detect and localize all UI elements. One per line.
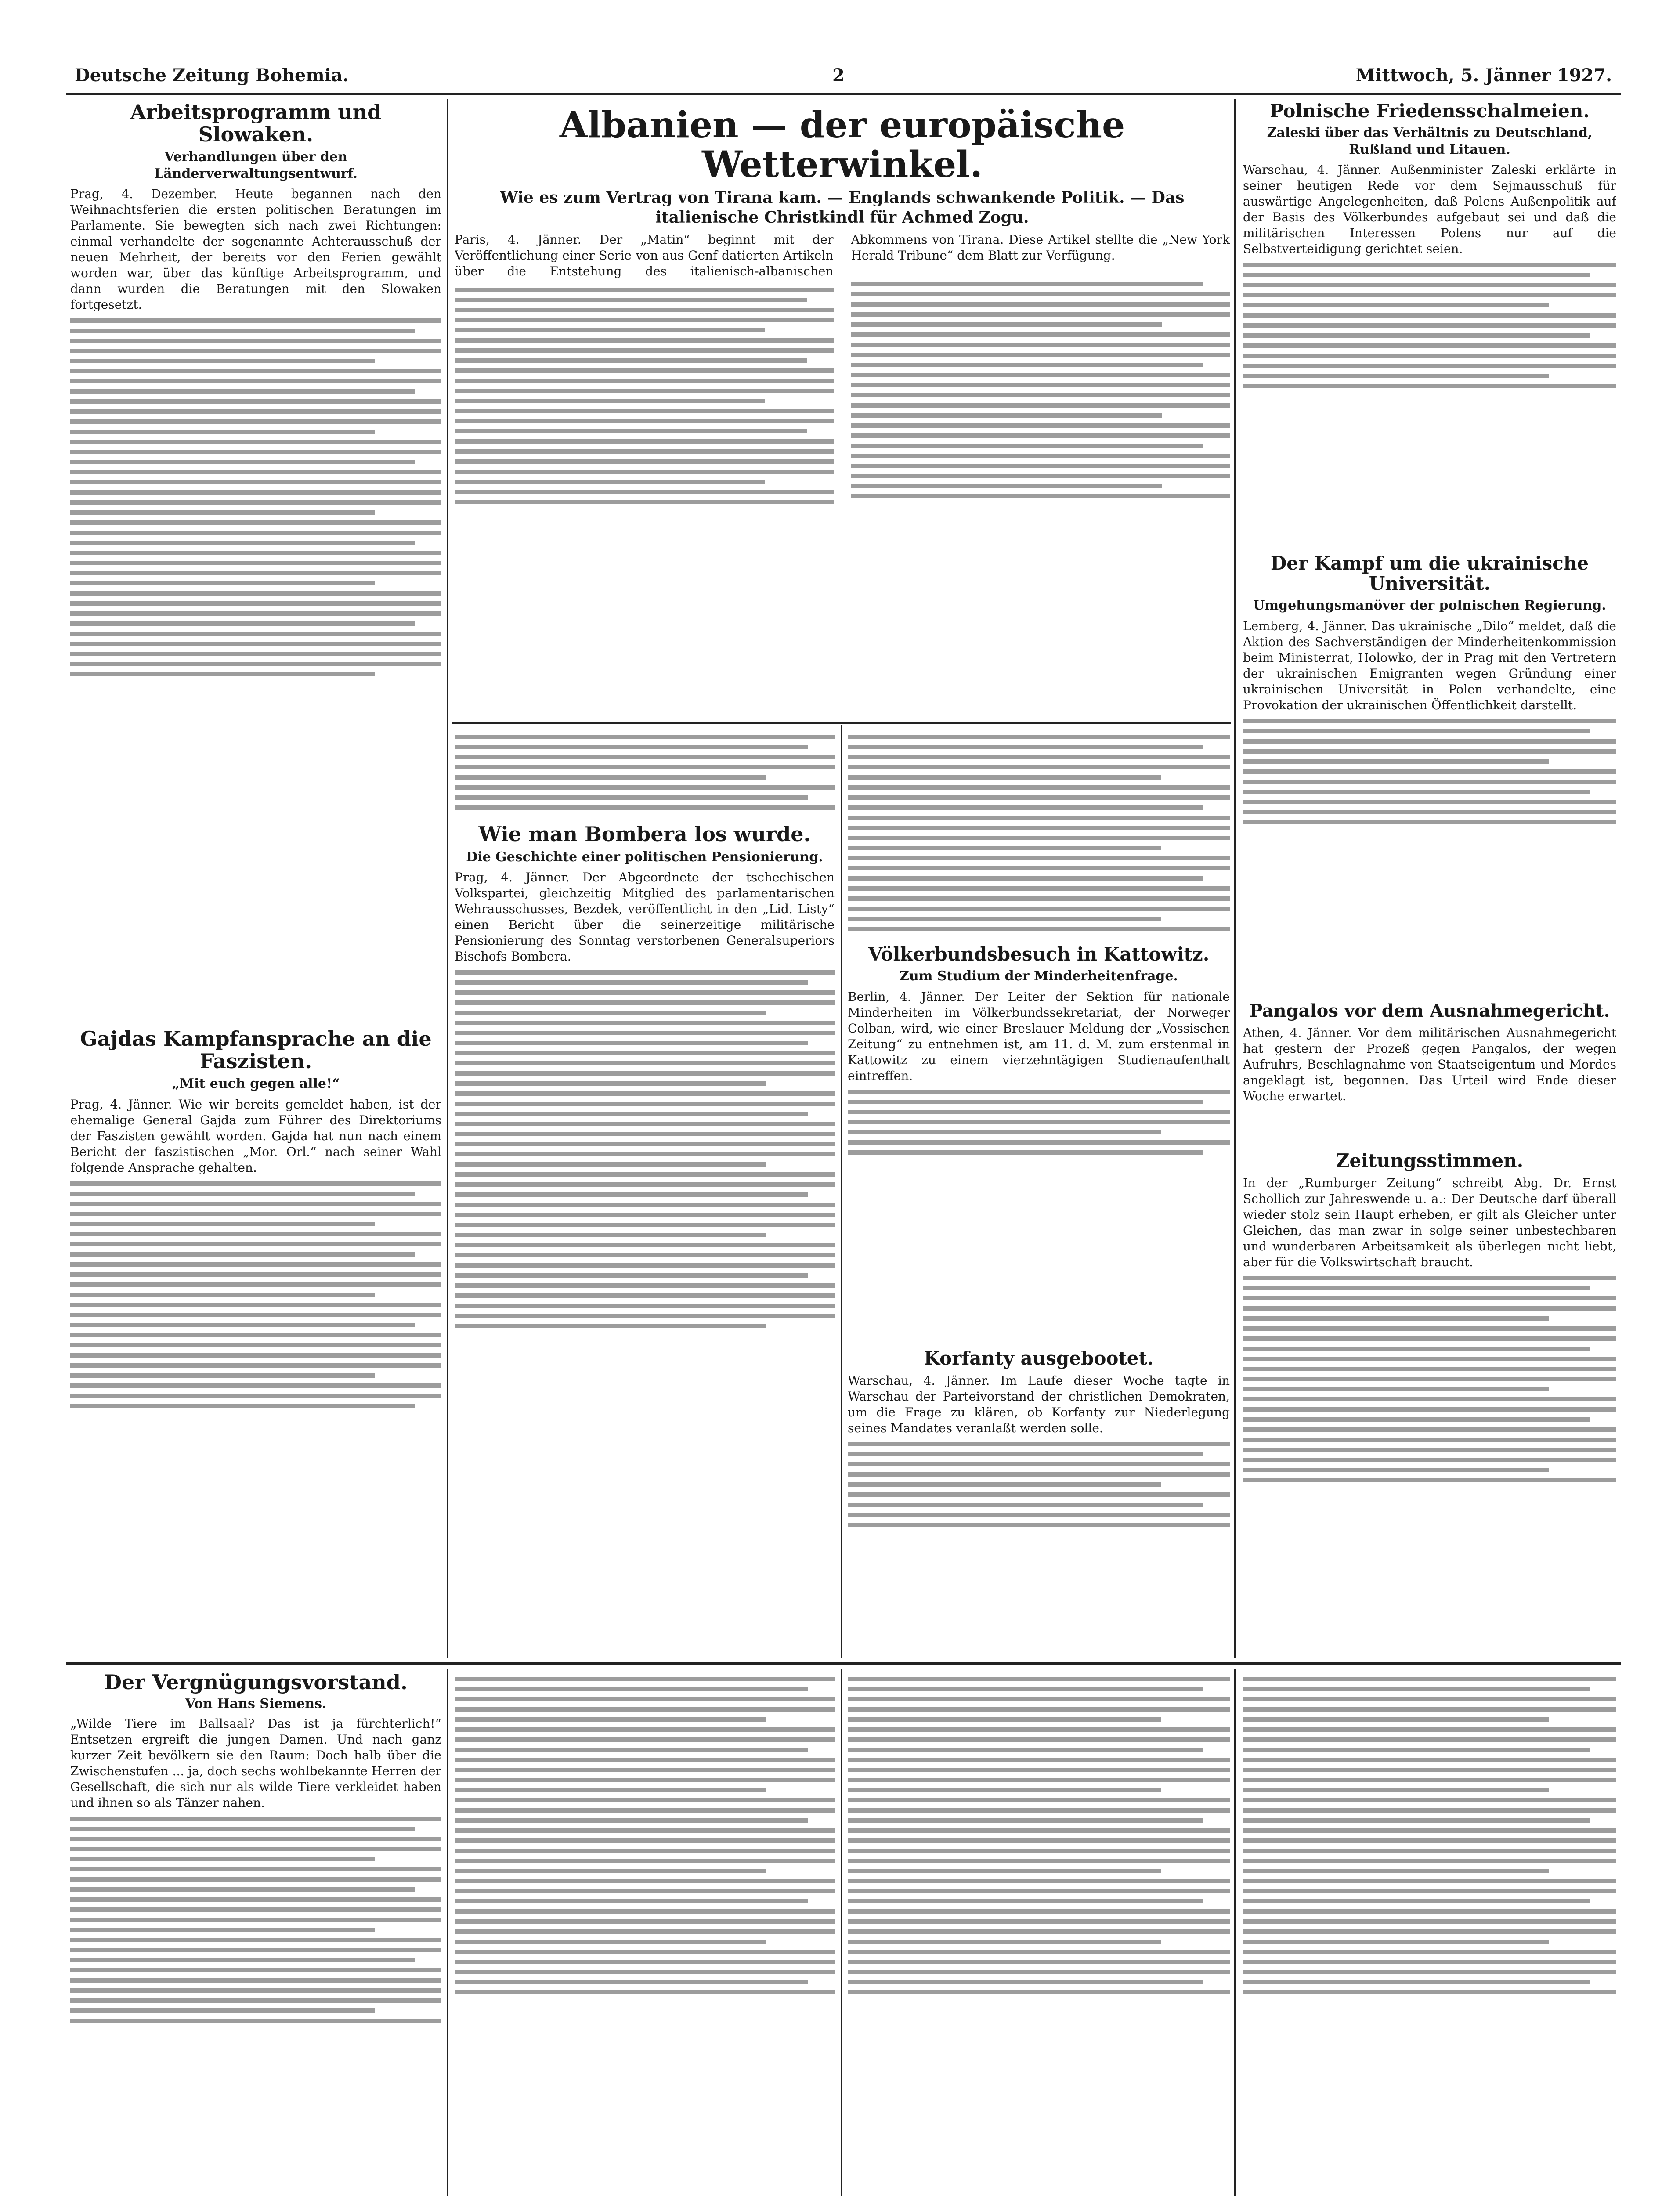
subheadline: Zum Studium der Minderheitenfrage. (900, 968, 1178, 984)
article-body-lines (455, 970, 835, 1328)
feuilleton-column-3 (848, 1671, 1230, 2196)
article-zeitungsstimmen (1243, 1151, 1616, 1656)
subheadline: Zaleski über das Verhältnis zu Deutschland, Rußland und Litauen. (1267, 125, 1593, 157)
column-divider (841, 725, 842, 1658)
article-lead: Warschau, 4. Jänner. Außenminister Zaleski erklärte in seiner heutigen Rede vor dem Sejmausschuß für auswärtige Angelegenheiten, daß Polens Außenpolitik auf der Basis des Völkerbundes aufgebaut sei und daß die militärischen Interessen Polens nur auf die Selbstverteidigung gerichtet seien. (1243, 163, 1616, 256)
article-korfanty (848, 1348, 1230, 1656)
article-lead: Athen, 4. Jänner. Vor dem militärischen Ausnahmegericht hat gestern der Prozeß gegen Pangalos, der wegen Aufruhrs, Beschlagnahme von Staatseigentum und Mordes angeklagt ist, begonnen. Das Urteil wird Ende dieser Woche erwartet. (1243, 1026, 1616, 1103)
article-body-lines (848, 1090, 1230, 1155)
column-divider (1234, 1669, 1236, 2196)
column-divider (841, 1669, 842, 2196)
column-divider (447, 99, 448, 1658)
article-body-lines (70, 1817, 441, 2023)
article-body-lines (70, 318, 441, 676)
headline: Pangalos vor dem Ausnahmegericht. (1249, 1001, 1610, 1021)
page-number: 2 (832, 65, 845, 86)
headline: Völkerbundsbesuch in Kattowitz. (868, 943, 1210, 965)
article-albanien (455, 101, 1230, 718)
subheadline: Wie es zum Vertrag von Tirana kam. — Englands schwankende Politik. — Das italienische Christkindl für Achmed Zogu. (500, 188, 1185, 227)
article-body-lines (455, 1677, 835, 1994)
article-body-lines (1243, 1677, 1616, 1994)
article-body-lines (1243, 1276, 1616, 1482)
article-gajda (70, 1028, 441, 1656)
masthead (66, 57, 1621, 92)
paper-name: Deutsche Zeitung Bohemia. (75, 65, 349, 86)
feuilleton-rule (66, 1662, 1621, 1665)
newspaper-page (66, 57, 1621, 2196)
article-vergnuegungsvorstand (70, 1671, 441, 2196)
article-body-lines (848, 1677, 1230, 1994)
article-polen (1243, 101, 1616, 549)
author-byline: Von Hans Siemens. (185, 1696, 327, 1712)
headline: Polnische Friedensschalmeien. (1269, 101, 1590, 122)
feuilleton-column-2 (455, 1671, 835, 2196)
article-lead: Warschau, 4. Jänner. Im Laufe dieser Woche tagte in Warschau der Parteivorstand der christlichen Demokraten, um die Frage zu klären, ob Korfanty zur Niederlegung seines Mandates veranlaßt werden solle. (848, 1373, 1230, 1436)
article-lead: „Wilde Tiere im Ballsaal? Das ist ja fürchterlich!“ Entsetzen ergreift die jungen Damen. Und nach ganz kurzer Zeit bevölkern sie den Raum: Doch halb über die Zwischenstufen ... ja, doch sechs wohlbekannte Herren der Gesellschaft, die sich nur als wilde Tiere verkleidet haben und ihnen so als Tänzer nahen. (70, 1716, 441, 1810)
article-lead: Prag, 4. Dezember. Heute begannen nach den Weihnachtsferien die ersten politischen Beratungen im Parlamente. Sie bewegten sich nach zwei Richtungen: einmal verhandelte der sogenannte Achterausschuß der neuen Mehrheit, der bereits vor den Ferien gewählt worden war, über das künftige Arbeitsprogramm, und dann wurden die Beratungen mit den Slowaken fortgesetzt. (70, 187, 441, 312)
article-pangalos (1243, 1001, 1616, 1146)
headline: Zeitungsstimmen. (1336, 1151, 1524, 1171)
article-body-lines (1243, 719, 1616, 824)
subheadline: Umgehungsmanöver der polnischen Regierung. (1253, 598, 1606, 614)
article-arbeitsprogramm (70, 101, 441, 1023)
subheadline: Die Geschichte einer politischen Pensionierung. (466, 849, 823, 865)
article-body-lines (455, 735, 835, 810)
article-lead: Prag, 4. Jänner. Der Abgeordnete der tschechischen Volkspartei, gleichzeitig Mitglied des parlamentarischen Wehrausschusses, Bezdek, veröffentlicht in den „Lid. Listy“ einen Bericht über die seinerzeitige militärische Pensionierung des Sonntag verstorbenen Generalsuperiors Bischofs Bombera. (455, 870, 835, 964)
headline: Albanien — der europäische Wetterwinkel. (559, 104, 1125, 186)
article-body-lines (455, 282, 1230, 507)
column-divider (1234, 99, 1236, 1658)
headline: Arbeitsprogramm und Slowaken. (130, 101, 382, 146)
headline: Wie man Bombera los wurde. (478, 822, 811, 846)
headline: Der Kampf um die ukrainische Universität. (1270, 553, 1589, 595)
article-lead: In der „Rumburger Zeitung“ schreibt Abg. Dr. Ernst Schollich zur Jahreswende u. a.: Der Deutsche darf überall wieder stolz sein Haupt erheben, er gilt als Gleicher unter Gleichen, das man zwar in solge seiner unbestechbaren und wunderbaren Arbeitsamkeit als überlegen nicht liebt, aber für die Volkswirtschaft braucht. (1243, 1176, 1616, 1270)
article-body-lines (848, 1442, 1230, 1527)
headline: Korfanty ausgebootet. (924, 1348, 1154, 1369)
article-ukraine (1243, 553, 1616, 997)
article-voelkerbund (848, 729, 1230, 1344)
article-body-lines (70, 1181, 441, 1408)
subheadline: Verhandlungen über den Länderverwaltungsentwurf. (154, 149, 358, 181)
article-lead: Prag, 4. Jänner. Wie wir bereits gemeldet haben, ist der ehemalige General Gajda zum Führer des Direktoriums der Faszisten gewählt worden. Gajda hat nun nach einem Bericht der faszistischen „Mor. Orl.“ nach seiner Wahl folgende Ansprache gehalten. (70, 1097, 441, 1175)
headline: Gajdas Kampfansprache an die Faszisten. (80, 1028, 432, 1073)
section-divider (452, 722, 1231, 724)
article-lead: Lemberg, 4. Jänner. Das ukrainische „Dilo“ meldet, daß die Aktion des Sachverständigen der Minderheitenkommission beim Ministerrat, Holowko, der in Prag mit den Vertretern der ukrainischen Emigranten wegen Gründung einer ukrainischen Universität in Polen verhandelte, eine Provokation der ukrainischen Öffentlichkeit darstellt. (1243, 618, 1616, 712)
headline: Der Vergnügungsvorstand. (104, 1671, 408, 1694)
article-bombera (455, 729, 835, 1656)
issue-date: Mittwoch, 5. Jänner 1927. (1355, 65, 1612, 86)
masthead-rule (66, 93, 1621, 95)
feuilleton-column-4 (1243, 1671, 1616, 2196)
article-body-lines (1243, 263, 1616, 388)
column-divider (447, 1669, 448, 2196)
article-body-lines (848, 735, 1230, 931)
subheadline: „Mit euch gegen alle!“ (172, 1076, 340, 1092)
article-lead: Berlin, 4. Jänner. Der Leiter der Sektion für nationale Minderheiten im Völkerbundssekretariat, der Norweger Colban, wird, wie einer Breslauer Meldung der „Vossischen Zeitung“ zu entnehmen ist, am 11. d. M. zum erstenmal in Kattowitz zu einem vierzehntägigen Studienaufenthalt eintreffen. (848, 989, 1230, 1083)
article-lead: Paris, 4. Jänner. Der „Matin“ beginnt mit der Veröffentlichung einer Serie von aus Genf datierten Artikeln über die Entstehung des italienisch-albanischen Abkommens von Tirana. Diese Artikel stellte die „New York Herald Tribune“ dem Blatt zur Verfügung. (455, 232, 1230, 279)
